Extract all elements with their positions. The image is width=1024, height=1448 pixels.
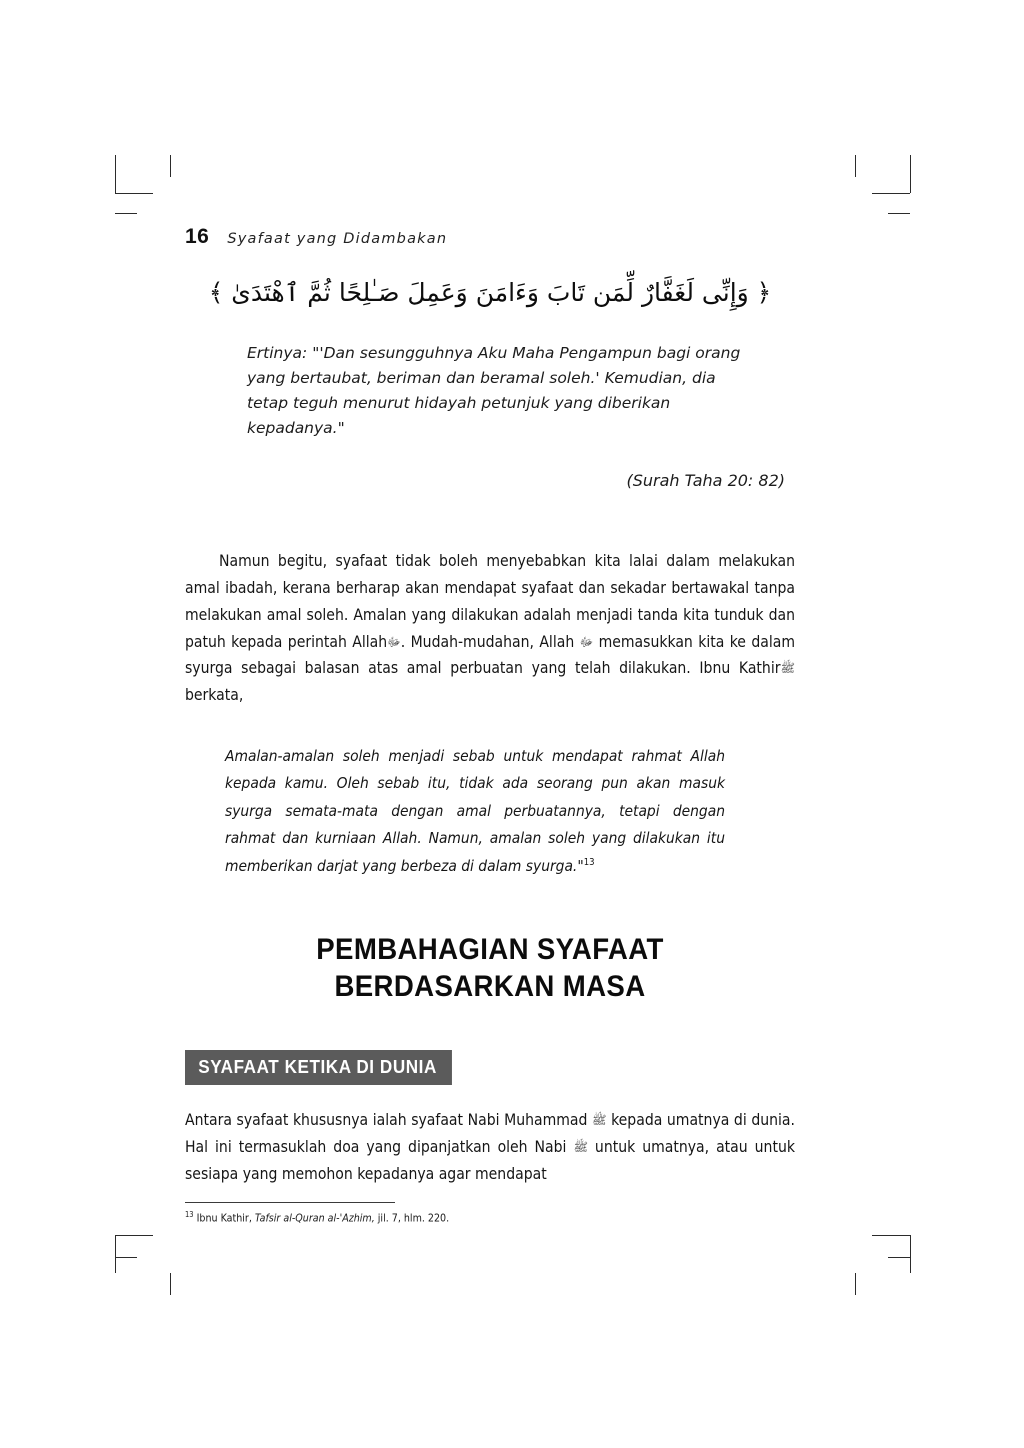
- page-number: 16: [185, 225, 210, 248]
- footnote-divider: [185, 1202, 395, 1203]
- translation-text: "'Dan sesungguhnya Aku Maha Pengampun bagi orang yang bertaubat, beriman dan beramal soleh.' Kemudian, dia tetap teguh menurut hidayah petunjuk yang diberikan kepadanya.": [247, 343, 741, 438]
- honorific-symbol-nabi-2: ﷺ: [573, 1140, 588, 1155]
- block-quote-ibnu-kathir: [225, 743, 725, 880]
- honorific-symbol-nabi-1: ﷺ: [592, 1113, 607, 1128]
- footnote-locator: jil. 7, hlm. 220.: [377, 1212, 450, 1225]
- body-paragraph-2: [185, 1107, 795, 1187]
- paragraph-1-part-3: memasukkan kita ke dalam syurga sebagai balasan atas amal perbuatan yang telah dilakukan. Ibnu Kathir: [185, 632, 795, 678]
- paragraph-2-part-1: Antara syafaat khususnya ialah syafaat Nabi Muhammad: [185, 1111, 588, 1130]
- quote-text: Amalan-amalan soleh menjadi sebab untuk mendapat rahmat Allah kepada kamu. Oleh sebab itu, tidak ada seorang pun akan masuk syurga semata-mata dengan amal perbuatannya, tetapi dengan rahmat dan kurniaan Allah. Namun, amalan soleh yang dilakukan itu memberikan darjat yang berbeza di dalam syurga.": [225, 747, 725, 875]
- section-title: [209, 932, 770, 1005]
- body-paragraph-1: [185, 548, 795, 709]
- subsection-heading: SYAFAAT KETIKA DI DUNIA: [185, 1050, 452, 1085]
- footnote-author: Ibnu Kathir,: [196, 1212, 252, 1225]
- quran-translation: [247, 341, 747, 441]
- paragraph-2-part-3: untuk umatnya, atau untuk sesiapa yang memohon kepadanya agar mendapat: [185, 1138, 795, 1183]
- paragraph-1-part-1: Namun begitu, syafaat tidak boleh menyebabkan kita lalai dalam melakukan amal ibadah, kerana berharap akan mendapat syafaat dan sekadar bertawakal tanpa melakukan amal soleh. Amalan yang dilakukan adalah menjadi tanda kita tunduk dan patuh kepada perintah Allah: [185, 552, 795, 651]
- paragraph-1-part-4: berkata,: [185, 686, 244, 705]
- crop-mark-bottom-left: [115, 1235, 175, 1295]
- paragraph-2-part-2: kepada umatnya di dunia. Hal ini termasuklah doa yang dipanjatkan oleh Nabi: [185, 1111, 795, 1157]
- page-content: [185, 225, 795, 1227]
- section-title-line-1: PEMBAHAGIAN SYAFAAT: [316, 933, 664, 967]
- honorific-symbol-rahimahullah: ﷺ: [780, 661, 795, 676]
- crop-mark-top-right: [850, 155, 910, 215]
- quran-source-reference: (Surah Taha 20: 82): [626, 471, 785, 491]
- quote-footnote-marker: 13: [583, 856, 595, 868]
- honorific-symbol-allah-2: ﷻ: [579, 634, 594, 649]
- section-title-line-2: BERDASARKAN MASA: [334, 969, 646, 1003]
- running-title: Syafaat yang Didambakan: [227, 231, 448, 247]
- crop-mark-bottom-right: [850, 1235, 910, 1295]
- quran-verse-arabic: ﴿ وَإِنِّى لَغَفَّارٌ لِّمَن تَابَ وَءَامَنَ وَعَمِلَ صَـٰلِحًا ثُمَّ ٱهْتَدَىٰ ﴾: [208, 278, 772, 307]
- crop-mark-top-left: [115, 155, 175, 215]
- footnote-title: Tafsir al-Quran al-'Azhim,: [254, 1212, 375, 1225]
- page-header: [185, 225, 795, 249]
- footnote-marker: 13: [185, 1209, 194, 1219]
- paragraph-1-part-2: . Mudah-mudahan, Allah: [400, 632, 575, 651]
- honorific-symbol-allah-1: ﷻ: [387, 634, 401, 649]
- translation-label: Ertinya:: [247, 343, 308, 362]
- footnote: [185, 1209, 795, 1227]
